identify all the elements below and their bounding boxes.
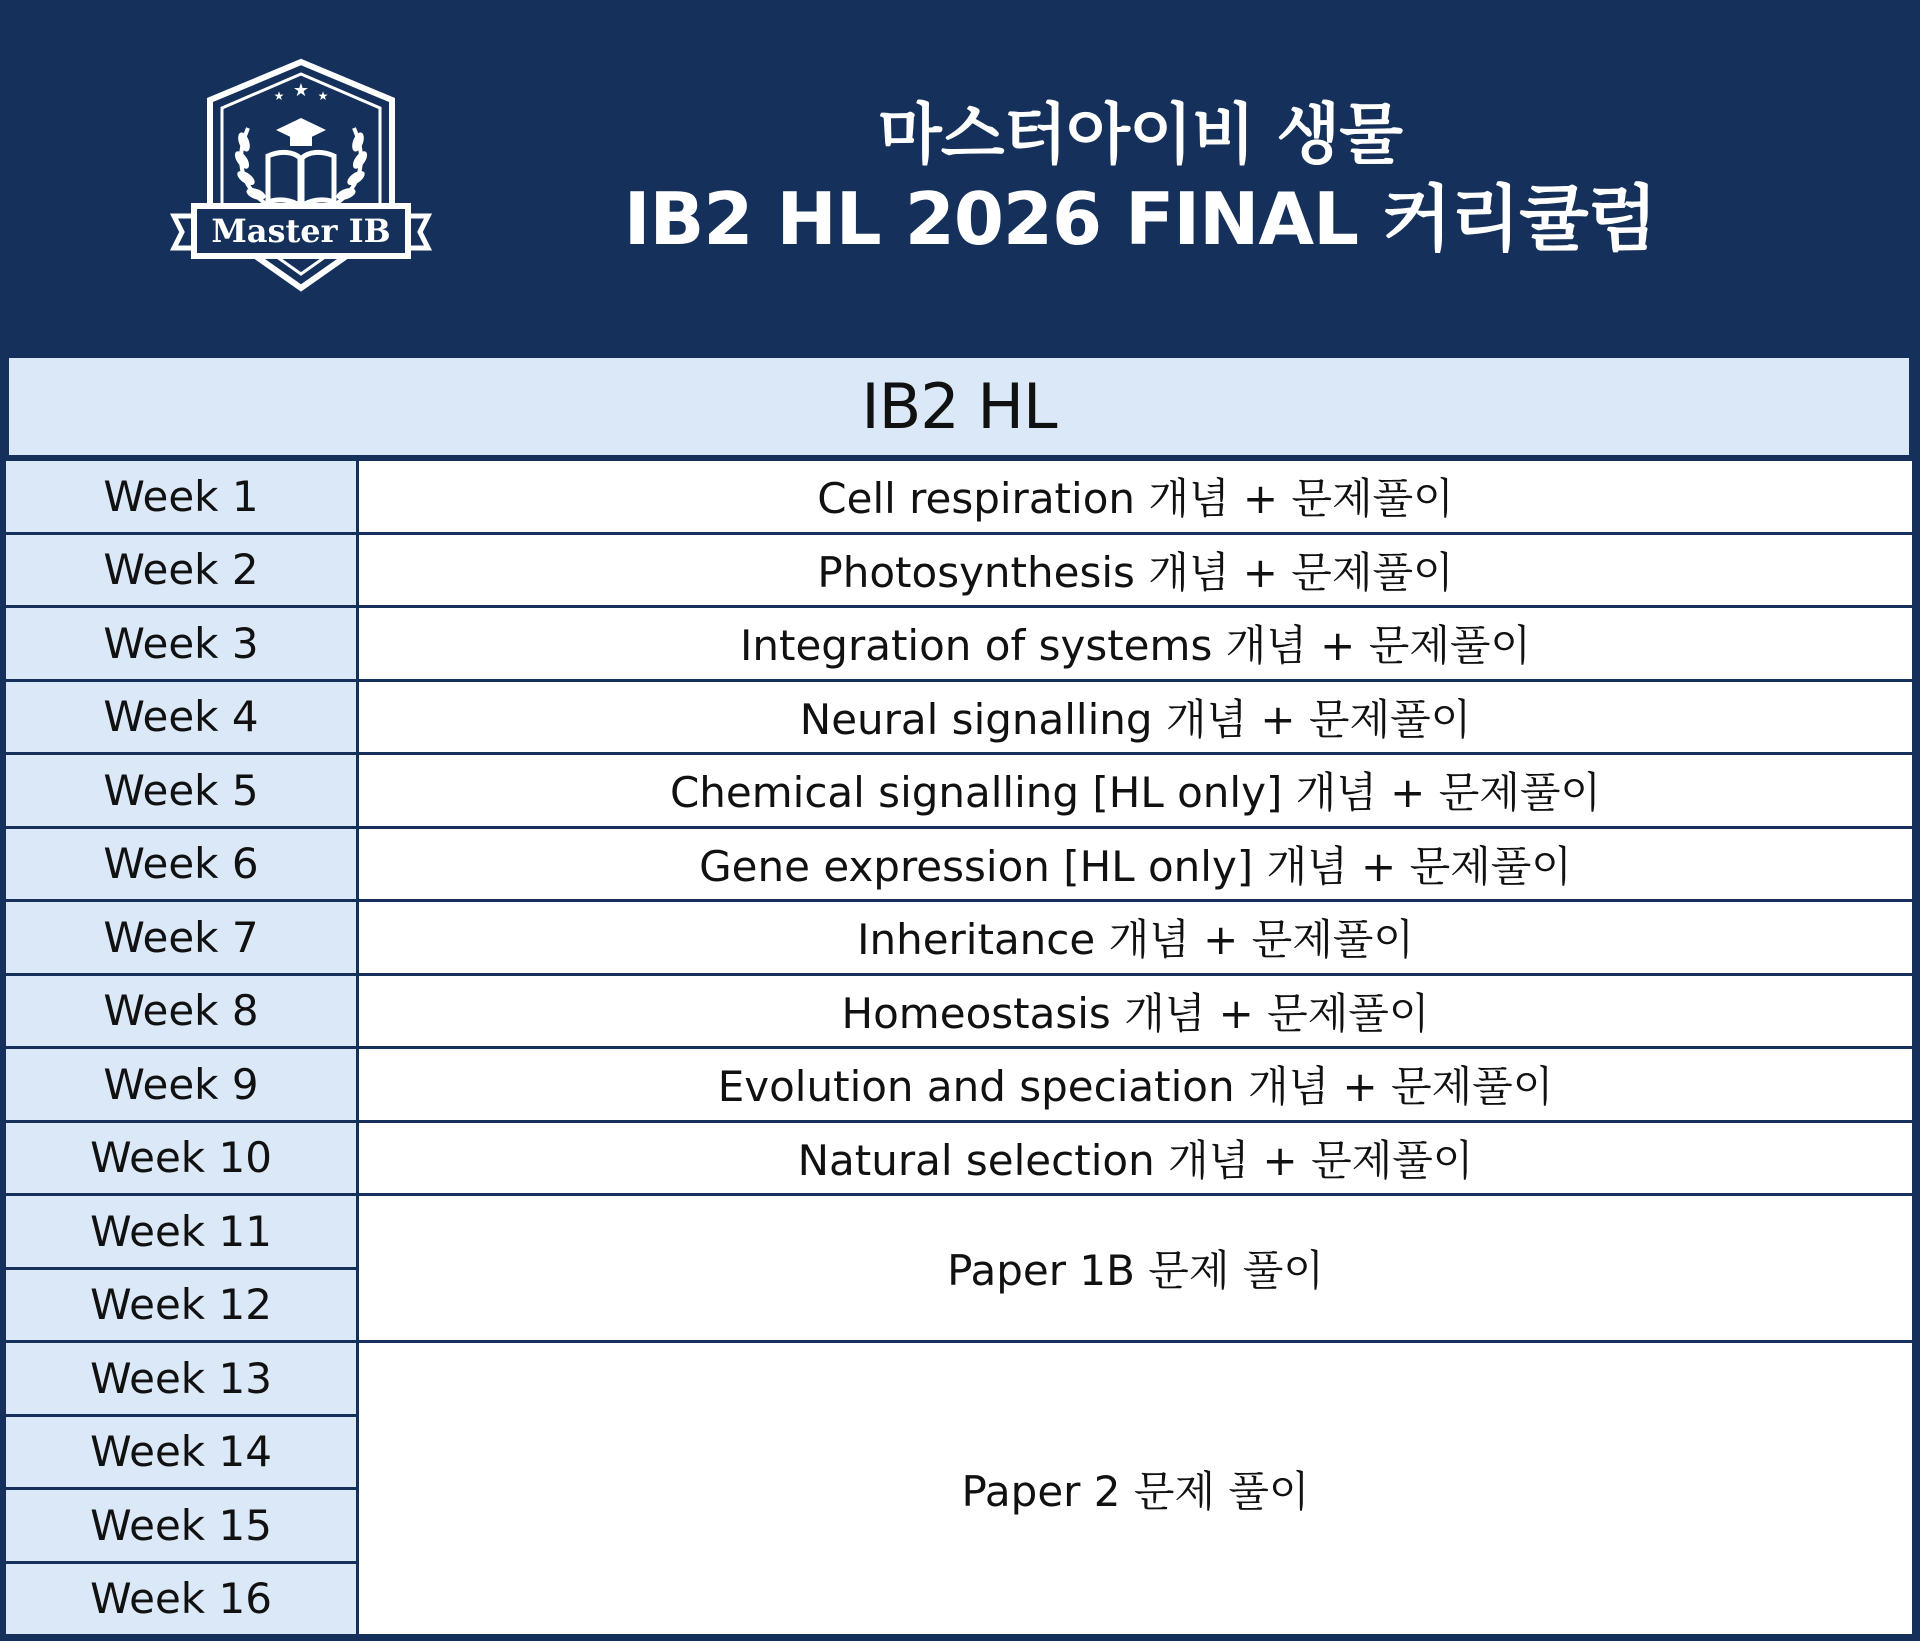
section-title: IB2 HL bbox=[6, 355, 1912, 458]
topic-cell: Natural selection 개념 + 문제풀이 bbox=[359, 1123, 1912, 1194]
week-label: Week 16 bbox=[6, 1564, 356, 1635]
book-graduation-cap-crest-icon bbox=[166, 56, 436, 296]
week-label: Week 12 bbox=[6, 1270, 356, 1341]
week-label: Week 10 bbox=[6, 1123, 356, 1194]
topic-cell: Photosynthesis 개념 + 문제풀이 bbox=[359, 535, 1912, 606]
topic-cell: Inheritance 개념 + 문제풀이 bbox=[359, 902, 1912, 973]
week-label: Week 13 bbox=[6, 1343, 356, 1414]
curriculum-table bbox=[6, 355, 1912, 1635]
svg-text:★: ★ bbox=[317, 89, 329, 103]
topic-cell: Integration of systems 개념 + 문제풀이 bbox=[359, 608, 1912, 679]
week-label: Week 11 bbox=[6, 1196, 356, 1267]
week-label: Week 4 bbox=[6, 682, 356, 753]
topic-cell: Chemical signalling [HL only] 개념 + 문제풀이 bbox=[359, 755, 1912, 826]
svg-text:★: ★ bbox=[292, 80, 310, 101]
week-label: Week 1 bbox=[6, 461, 356, 532]
topic-cell: Evolution and speciation 개념 + 문제풀이 bbox=[359, 1049, 1912, 1120]
week-label: Week 5 bbox=[6, 755, 356, 826]
page-title bbox=[520, 95, 1760, 263]
topic-cell: Paper 2 문제 풀이 bbox=[359, 1343, 1912, 1634]
title-line-1: 마스터아이비 생물 bbox=[877, 96, 1403, 173]
week-label: Week 6 bbox=[6, 829, 356, 900]
week-label: Week 3 bbox=[6, 608, 356, 679]
curriculum-grid bbox=[6, 461, 1912, 1634]
title-line-2: IB2 HL 2026 FINAL 커리큘럼 bbox=[623, 177, 1657, 261]
week-label: Week 14 bbox=[6, 1417, 356, 1488]
topic-cell: Homeostasis 개념 + 문제풀이 bbox=[359, 976, 1912, 1047]
header-banner bbox=[0, 0, 1920, 355]
svg-text:Master IB: Master IB bbox=[211, 212, 391, 250]
week-label: Week 8 bbox=[6, 976, 356, 1047]
svg-text:★: ★ bbox=[273, 89, 285, 103]
topic-cell: Neural signalling 개념 + 문제풀이 bbox=[359, 682, 1912, 753]
topic-cell: Cell respiration 개념 + 문제풀이 bbox=[359, 461, 1912, 532]
week-label: Week 2 bbox=[6, 535, 356, 606]
week-label: Week 7 bbox=[6, 902, 356, 973]
week-label: Week 9 bbox=[6, 1049, 356, 1120]
topic-cell: Paper 1B 문제 풀이 bbox=[359, 1196, 1912, 1340]
topic-cell: Gene expression [HL only] 개념 + 문제풀이 bbox=[359, 829, 1912, 900]
week-label: Week 15 bbox=[6, 1490, 356, 1561]
